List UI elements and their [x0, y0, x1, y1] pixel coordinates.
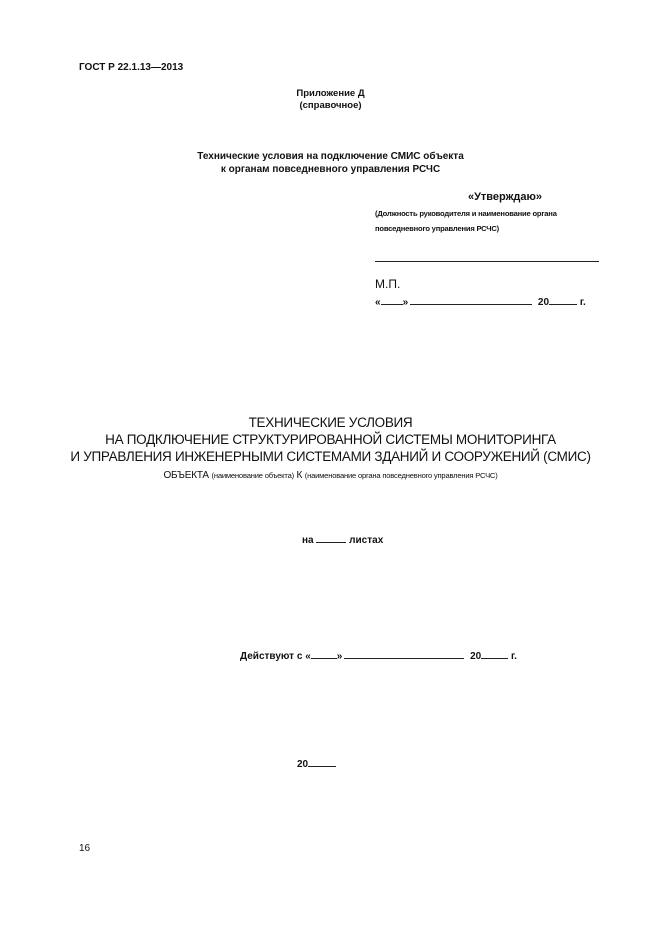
footer-year-blank	[308, 757, 336, 767]
validity-day-blank	[311, 649, 337, 659]
validity-quote-open: «	[305, 651, 311, 662]
sheets-prefix: на	[302, 535, 314, 546]
month-blank	[410, 295, 532, 305]
quote-open: «	[375, 297, 381, 308]
appendix-heading	[0, 88, 661, 112]
document-heading-line2: к органам повседневного управления РСЧС	[220, 164, 441, 175]
approval-note-line1: (Должность руководителя и наименование органа	[375, 209, 557, 218]
main-title-line1: ТЕХНИЧЕСКИЕ УСЛОВИЯ	[248, 415, 413, 430]
validity-year-blank	[481, 649, 508, 659]
year-blank	[549, 295, 577, 305]
page-number: 16	[79, 843, 91, 854]
year-prefix: 20	[537, 297, 550, 308]
year-suffix: г.	[579, 297, 586, 308]
approval-block	[375, 191, 599, 308]
sheets-line	[302, 533, 383, 546]
object-name-hint: (наименование объекта)	[211, 471, 294, 480]
approval-date-line	[375, 295, 586, 308]
footer-year-prefix: 20	[297, 759, 309, 770]
standard-code: ГОСТ Р 22.1.13—2013	[79, 62, 184, 73]
validity-month-blank	[344, 649, 464, 659]
footer-year-line	[297, 757, 336, 770]
document-heading-line1: Технические условия на подключение СМИС объекта	[197, 151, 464, 162]
sheets-suffix: листах	[349, 535, 384, 546]
appendix-title: Приложение Д	[296, 88, 365, 99]
validity-prefix: Действуют с	[240, 651, 303, 662]
sheets-blank	[316, 533, 346, 543]
validity-line	[240, 649, 517, 662]
appendix-type: (справочное)	[299, 100, 362, 111]
to-word: К	[296, 470, 303, 481]
main-title-subline	[0, 470, 661, 481]
validity-year-prefix: 20	[470, 651, 482, 662]
main-title	[0, 414, 661, 465]
validity-year-suffix: г.	[511, 651, 517, 662]
quote-close: »	[402, 297, 409, 308]
day-blank	[381, 295, 403, 305]
document-heading	[0, 150, 661, 176]
object-word: ОБЪЕКТА	[163, 470, 209, 481]
signature-line	[375, 261, 599, 262]
validity-quote-close: »	[336, 651, 343, 662]
main-title-line2: НА ПОДКЛЮЧЕНИЕ СТРУКТУРИРОВАННОЙ СИСТЕМЫ МОНИТОРИНГА	[105, 432, 556, 447]
authority-hint: (наименование органа повседневного управления РСЧС)	[304, 471, 498, 480]
main-title-line3: И УПРАВЛЕНИЯ ИНЖЕНЕРНЫМИ СИСТЕМАМИ ЗДАНИЙ И СООРУЖЕНИЙ (СМИС)	[70, 449, 591, 464]
stamp-placeholder: М.П.	[375, 277, 401, 291]
approval-note	[375, 206, 599, 236]
approval-note-line2: повседневного управления РСЧС)	[375, 224, 499, 233]
approval-title: «Утверждаю»	[467, 191, 543, 203]
